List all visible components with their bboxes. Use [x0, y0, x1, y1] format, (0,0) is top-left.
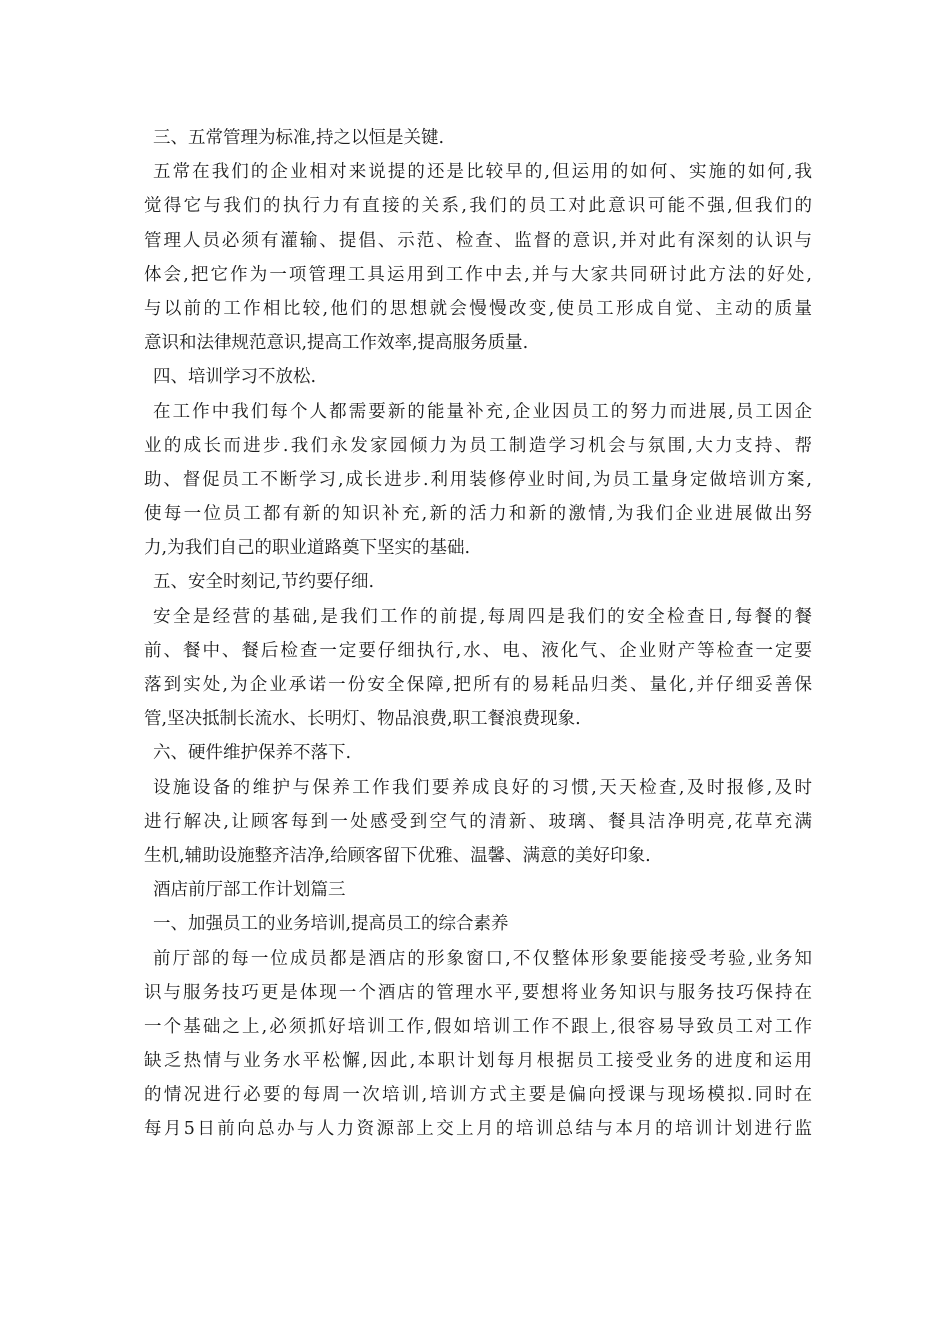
paragraph-line: 一个基础之上,必须抓好培训工作,假如培训工作不跟上,很容易导致员工对工作 [144, 1016, 812, 1037]
paragraph-line: 生机,辅助设施整齐洁净,给顾客留下优雅、温馨、满意的美好印象. [144, 845, 651, 866]
section-heading: 一、加强员工的业务培训,提高员工的综合素养 [153, 914, 509, 935]
paragraph-line: 觉得它与我们的执行力有直接的关系,我们的员工对此意识可能不强,但我们的 [144, 196, 812, 217]
paragraph-line: 前、餐中、餐后检查一定要仔细执行,水、电、液化气、企业财产等检查一定要 [144, 640, 812, 661]
document-body [144, 121, 812, 1147]
paragraph-line: 进行解决,让顾客每到一处感受到空气的清新、玻璃、餐具洁净明亮,花草充满 [144, 811, 812, 832]
paragraph-line: 缺乏热情与业务水平松懈,因此,本职计划每月根据员工接受业务的进度和运用 [144, 1051, 812, 1072]
paragraph-line: 前厅部的每一位成员都是酒店的形象窗口,不仅整体形象要能接受考验,业务知 [153, 948, 812, 969]
paragraph-line: 五常在我们的企业相对来说提的还是比较早的,但运用的如何、实施的如何,我 [153, 162, 812, 183]
paragraph-line: 管理人员必须有灌输、提倡、示范、检查、监督的意识,并对此有深刻的认识与 [144, 230, 812, 251]
paragraph-line: 业的成长而进步.我们永发家园倾力为员工制造学习机会与氛围,大力支持、帮 [144, 435, 812, 456]
section-heading: 五、安全时刻记,节约要仔细. [153, 572, 375, 593]
paragraph-line: 体会,把它作为一项管理工具运用到工作中去,并与大家共同研讨此方法的好处, [144, 264, 812, 285]
paragraph-line: 管,坚决抵制长流水、长明灯、物品浪费,职工餐浪费现象. [144, 709, 581, 730]
chapter-title: 酒店前厅部工作计划篇三 [153, 880, 346, 901]
paragraph-line: 设施设备的维护与保养工作我们要养成良好的习惯,天天检查,及时报修,及时 [153, 777, 812, 798]
paragraph-line: 识与服务技巧更是体现一个酒店的管理水平,要想将业务知识与服务技巧保持在 [144, 982, 812, 1003]
paragraph-line: 在工作中我们每个人都需要新的能量补充,企业因员工的努力而进展,员工因企 [153, 401, 812, 422]
section-heading: 六、硬件维护保养不落下. [153, 743, 352, 764]
paragraph-line: 与以前的工作相比较,他们的思想就会慢慢改变,使员工形成自觉、主动的质量 [144, 298, 812, 319]
paragraph-line: 安全是经营的基础,是我们工作的前提,每周四是我们的安全检查日,每餐的餐 [153, 606, 812, 627]
paragraph-line: 意识和法律规范意识,提高工作效率,提高服务质量. [144, 333, 529, 354]
paragraph-line: 落到实处,为企业承诺一份安全保障,把所有的易耗品归类、量化,并仔细妥善保 [144, 675, 812, 695]
section-heading: 三、五常管理为标准,持之以恒是关键. [153, 128, 445, 148]
paragraph-line: 助、督促员工不断学习,成长进步.利用装修停业时间,为员工量身定做培训方案, [144, 469, 812, 490]
paragraph-line: 的情况进行必要的每周一次培训,培训方式主要是偏向授课与现场模拟.同时在 [144, 1085, 812, 1106]
section-heading: 四、培训学习不放松. [153, 367, 317, 388]
paragraph-line: 每月5日前向总办与人力资源部上交上月的培训总结与本月的培训计划进行监 [144, 1119, 812, 1140]
paragraph-line: 力,为我们自己的职业道路奠下坚实的基础. [144, 538, 471, 559]
paragraph-line: 使每一位员工都有新的知识补充,新的活力和新的激情,为我们企业进展做出努 [144, 504, 812, 525]
